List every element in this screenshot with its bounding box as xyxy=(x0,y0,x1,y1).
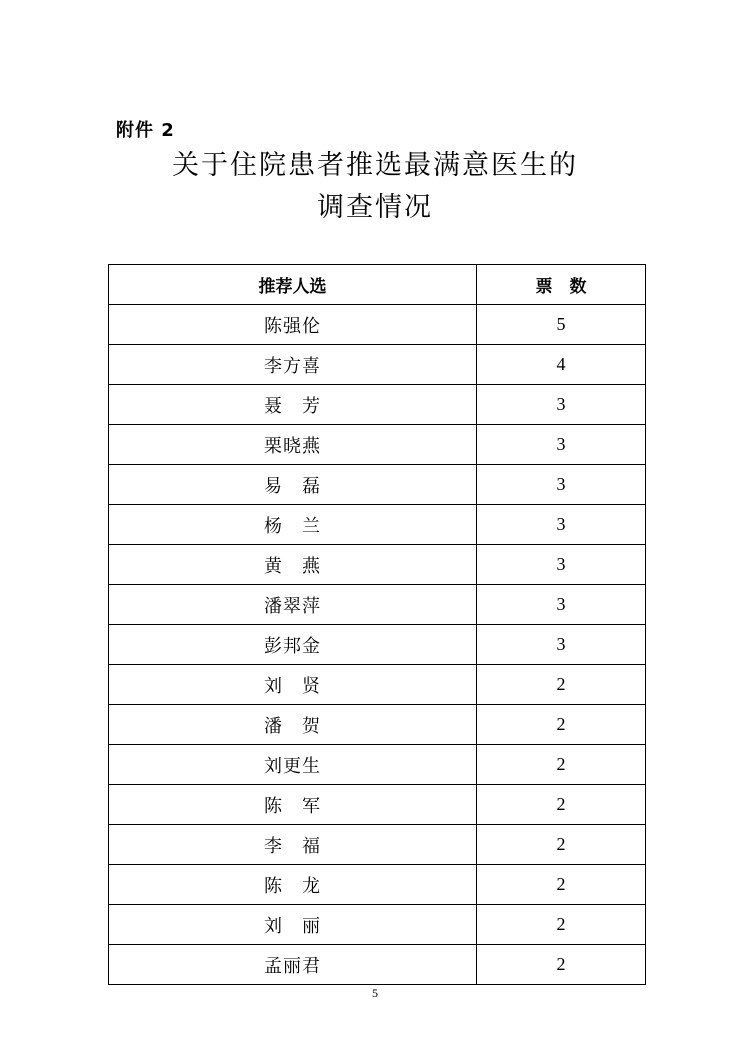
candidate-name: 黄 燕 xyxy=(109,545,477,585)
document-title-line-2: 调查情况 xyxy=(317,192,433,223)
table-header-row xyxy=(109,265,646,305)
vote-count: 3 xyxy=(477,385,646,425)
table-row xyxy=(109,945,646,985)
candidate-name: 彭邦金 xyxy=(109,625,477,665)
candidate-name: 陈 军 xyxy=(109,785,477,825)
vote-count: 2 xyxy=(477,825,646,865)
document-title-line-1: 关于住院患者推选最满意医生的 xyxy=(172,150,578,181)
page-number: 5 xyxy=(372,986,378,1000)
attachment-label: 附件 2 xyxy=(116,120,175,141)
vote-count: 2 xyxy=(477,705,646,745)
candidate-name: 潘翠萍 xyxy=(109,585,477,625)
vote-count: 3 xyxy=(477,585,646,625)
candidate-name: 易 磊 xyxy=(109,465,477,505)
table-row xyxy=(109,305,646,345)
table-row xyxy=(109,865,646,905)
vote-count: 2 xyxy=(477,905,646,945)
candidate-name: 聂 芳 xyxy=(109,385,477,425)
table-row xyxy=(109,825,646,865)
table-row xyxy=(109,345,646,385)
header-votes: 票 数 xyxy=(477,265,646,305)
vote-count: 5 xyxy=(477,305,646,345)
vote-results-table xyxy=(108,264,646,985)
table-row xyxy=(109,745,646,785)
table-row xyxy=(109,665,646,705)
candidate-name: 陈 龙 xyxy=(109,865,477,905)
vote-count: 3 xyxy=(477,465,646,505)
vote-count: 2 xyxy=(477,745,646,785)
candidate-name: 刘 贤 xyxy=(109,665,477,705)
candidate-name: 孟丽君 xyxy=(109,945,477,985)
candidate-name: 陈强伦 xyxy=(109,305,477,345)
vote-count: 3 xyxy=(477,625,646,665)
table-row xyxy=(109,385,646,425)
candidate-name: 李 福 xyxy=(109,825,477,865)
candidate-name: 李方喜 xyxy=(109,345,477,385)
table-row xyxy=(109,425,646,465)
candidate-name: 杨 兰 xyxy=(109,505,477,545)
candidate-name: 刘更生 xyxy=(109,745,477,785)
table-row xyxy=(109,505,646,545)
vote-count: 2 xyxy=(477,945,646,985)
candidate-name: 潘 贺 xyxy=(109,705,477,745)
table-row xyxy=(109,785,646,825)
vote-count: 3 xyxy=(477,545,646,585)
table-row xyxy=(109,625,646,665)
table-row xyxy=(109,465,646,505)
vote-count: 3 xyxy=(477,505,646,545)
table-row xyxy=(109,905,646,945)
vote-count: 3 xyxy=(477,425,646,465)
vote-count: 2 xyxy=(477,665,646,705)
table-body xyxy=(109,305,646,985)
candidate-name: 刘 丽 xyxy=(109,905,477,945)
table-row xyxy=(109,545,646,585)
table-row xyxy=(109,705,646,745)
header-candidate: 推荐人选 xyxy=(109,265,477,305)
vote-count: 4 xyxy=(477,345,646,385)
vote-count: 2 xyxy=(477,865,646,905)
vote-count: 2 xyxy=(477,785,646,825)
candidate-name: 栗晓燕 xyxy=(109,425,477,465)
table-row xyxy=(109,585,646,625)
